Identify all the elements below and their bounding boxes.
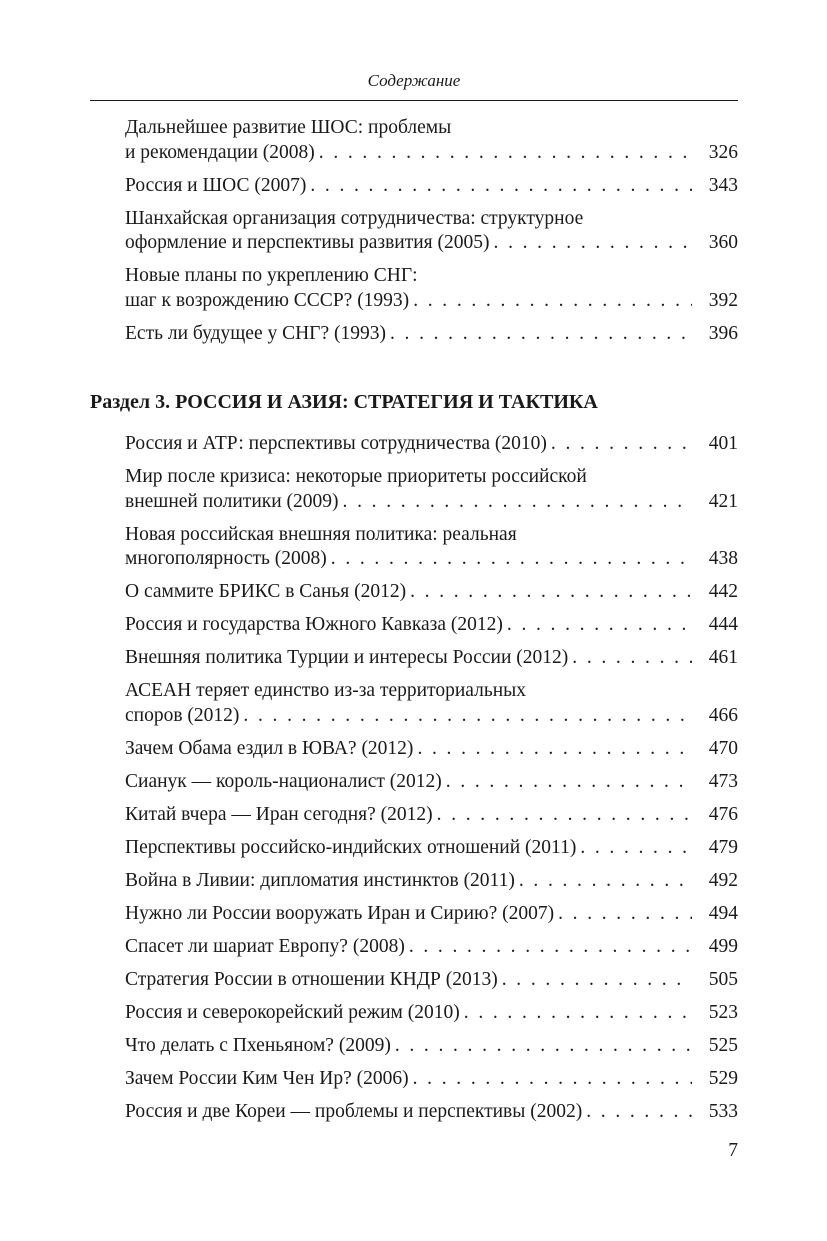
- toc-list-section-3: [125, 432, 738, 1133]
- toc-entry-page: 466: [708, 704, 738, 726]
- toc-entry[interactable]: [125, 935, 738, 960]
- toc-entry-page: 470: [708, 737, 738, 759]
- header-rule: [90, 100, 738, 101]
- toc-entry-title: Есть ли будущее у СНГ? (1993): [125, 322, 386, 344]
- toc-entry-title-line1: Шанхайская организация сотрудничества: структурное: [125, 207, 584, 229]
- toc-entry[interactable]: [125, 174, 738, 199]
- toc-entry[interactable]: [125, 968, 738, 993]
- toc-entry-title: О саммите БРИКС в Санья (2012): [125, 581, 407, 602]
- toc-list-previous-section: [125, 116, 738, 355]
- toc-entry-page: 533: [708, 1100, 738, 1122]
- leader-dots: [409, 935, 692, 960]
- toc-entry-page: 473: [708, 770, 738, 792]
- leader-dots: [410, 580, 692, 605]
- toc-entry[interactable]: [125, 737, 738, 762]
- toc-entry-page: 360: [708, 232, 738, 253]
- toc-entry[interactable]: [125, 523, 738, 572]
- toc-entry-page: 505: [708, 968, 738, 990]
- toc-entry[interactable]: [125, 264, 738, 313]
- leader-dots: [446, 770, 692, 795]
- toc-entry-page: 529: [708, 1067, 738, 1089]
- leader-dots: [343, 490, 692, 515]
- toc-entry[interactable]: [125, 1034, 738, 1059]
- toc-entry[interactable]: [125, 207, 738, 256]
- toc-entry-title: Война в Ливии: дипломатия инстинктов (2011): [125, 869, 515, 891]
- toc-entry-page: 525: [708, 1034, 738, 1056]
- toc-entry[interactable]: [125, 770, 738, 795]
- page-number: 7: [728, 1140, 738, 1161]
- toc-entry-page: 479: [708, 836, 738, 858]
- leader-dots: [464, 1001, 692, 1026]
- toc-entry-title-line1: Новые планы по укреплению СНГ:: [125, 265, 418, 286]
- toc-entry[interactable]: [125, 1067, 738, 1092]
- toc-entry-title: Сианук — король-националист (2012): [125, 770, 442, 792]
- toc-entry[interactable]: [125, 869, 738, 894]
- toc-entry[interactable]: [125, 465, 738, 514]
- leader-dots: [558, 902, 692, 927]
- toc-entry-title-line1: Мир после кризиса: некоторые приоритеты российской: [125, 466, 587, 487]
- toc-entry-title-line1: Новая российская внешняя политика: реальная: [125, 523, 517, 545]
- leader-dots: [507, 613, 692, 638]
- toc-entry-title: Внешняя политика Турции и интересы России (2012): [125, 647, 569, 668]
- toc-entry[interactable]: [125, 322, 738, 347]
- toc-entry-title: Китай вчера — Иран сегодня? (2012): [125, 803, 433, 825]
- leader-dots: [551, 432, 692, 457]
- toc-entry-title: Что делать с Пхеньяном? (2009): [125, 1034, 391, 1056]
- section-title: Раздел 3. РОССИЯ И АЗИЯ: СТРАТЕГИЯ И ТАКТИКА: [90, 391, 598, 413]
- toc-entry-title: шаг к возрождению СССР? (1993): [125, 289, 410, 311]
- toc-entry-title: Россия и АТР: перспективы сотрудничества (2010): [125, 433, 547, 454]
- toc-entry-title: Россия и государства Южного Кавказа (2012): [125, 614, 503, 635]
- leader-dots: [417, 737, 692, 762]
- toc-entry[interactable]: [125, 1001, 738, 1026]
- toc-entry-title: Зачем Обама ездил в ЮВА? (2012): [125, 737, 414, 759]
- toc-entry-title: Нужно ли России вооружать Иран и Сирию? (2007): [125, 902, 555, 924]
- leader-dots: [586, 1100, 692, 1125]
- toc-entry-title: споров (2012): [125, 704, 240, 726]
- toc-entry[interactable]: [125, 613, 738, 638]
- leader-dots: [580, 836, 692, 861]
- toc-entry-title-line1: АСЕАН теряет единство из-за территориальных: [125, 680, 526, 701]
- toc-entry-title: Россия и северокорейский режим (2010): [125, 1001, 460, 1023]
- toc-entry-page: 523: [708, 1001, 738, 1023]
- toc-entry-title: Спасет ли шариат Европу? (2008): [125, 935, 405, 957]
- leader-dots: [519, 869, 692, 894]
- toc-entry-title: многополярность (2008): [125, 548, 327, 569]
- leader-dots: [390, 322, 692, 347]
- toc-entry-title: оформление и перспективы развития (2005): [125, 232, 490, 253]
- leader-dots: [413, 289, 692, 314]
- leader-dots: [413, 1067, 692, 1092]
- toc-entry-title: Россия и ШОС (2007): [125, 174, 307, 196]
- toc-entry[interactable]: [125, 1100, 738, 1125]
- leader-dots: [494, 231, 692, 256]
- leader-dots: [502, 968, 692, 993]
- toc-entry-title-line1: Дальнейшее развитие ШОС: проблемы: [125, 117, 452, 138]
- toc-entry-title: Перспективы российско-индийских отношений (2011): [125, 836, 577, 858]
- toc-entry-page: 476: [708, 803, 738, 825]
- toc-entry-page: 499: [708, 935, 738, 957]
- toc-entry-page: 442: [708, 581, 738, 602]
- toc-entry-title: Зачем России Ким Чен Ир? (2006): [125, 1067, 409, 1089]
- leader-dots: [243, 704, 692, 729]
- toc-entry-title: и рекомендации (2008): [125, 141, 315, 163]
- leader-dots: [310, 174, 692, 199]
- toc-entry-page: 494: [708, 902, 738, 924]
- toc-entry-page: 401: [708, 433, 738, 454]
- toc-entry[interactable]: [125, 646, 738, 671]
- toc-entry-page: 438: [708, 548, 738, 569]
- toc-entry-page: 492: [708, 869, 738, 891]
- toc-entry[interactable]: [125, 116, 738, 165]
- leader-dots: [331, 547, 692, 572]
- leader-dots: [395, 1034, 692, 1059]
- toc-entry-page: 421: [708, 490, 738, 512]
- toc-entry[interactable]: [125, 836, 738, 861]
- toc-entry-title: Россия и две Кореи — проблемы и перспективы (2002): [125, 1100, 583, 1122]
- leader-dots: [437, 803, 692, 828]
- toc-entry-page: 396: [708, 322, 738, 344]
- leader-dots: [319, 141, 692, 166]
- toc-entry-title: внешней политики (2009): [125, 490, 339, 512]
- toc-entry-page: 444: [708, 614, 738, 635]
- toc-entry[interactable]: [125, 432, 738, 457]
- toc-entry[interactable]: [125, 580, 738, 605]
- toc-entry[interactable]: [125, 902, 738, 927]
- toc-entry[interactable]: [125, 803, 738, 828]
- toc-entry-page: 343: [708, 174, 738, 196]
- leader-dots: [572, 646, 692, 671]
- toc-entry[interactable]: [125, 679, 738, 728]
- running-header: Содержание: [367, 71, 461, 90]
- toc-entry-page: 392: [708, 289, 738, 311]
- toc-entry-page: 326: [708, 141, 738, 163]
- toc-entry-title: Стратегия России в отношении КНДР (2013): [125, 968, 498, 990]
- toc-entry-page: 461: [708, 647, 738, 668]
